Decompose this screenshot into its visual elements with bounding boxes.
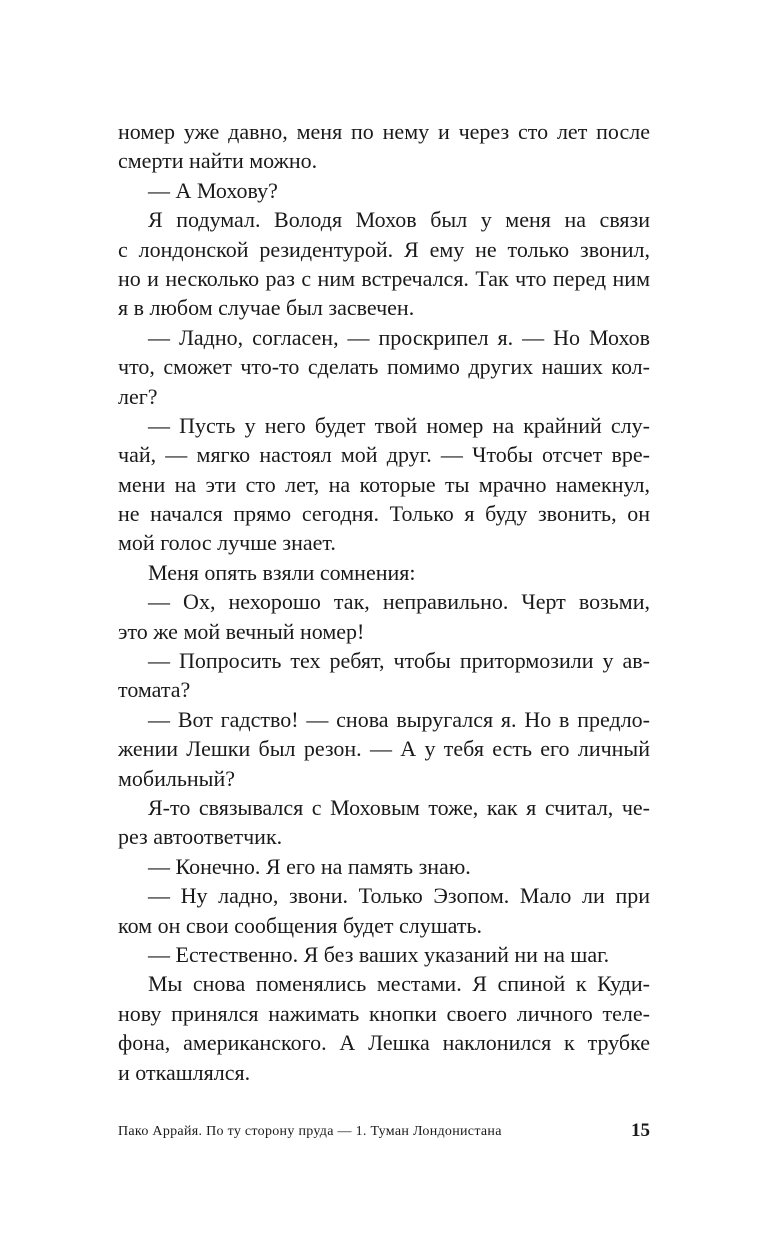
text-line: Я-то связывался с Моховым тоже, как я считал, че- xyxy=(148,794,650,820)
text-line: смерти найти можно. xyxy=(118,148,318,174)
text-line: с лондонской резидентурой. Я ему не только звонил, xyxy=(118,236,650,262)
running-title: Пако Аррайя. По ту сторону пруда — 1. Туман Лондонистана xyxy=(118,1124,502,1139)
text-line: я в любом случае был засвечен. xyxy=(118,295,415,321)
text-line: жении Лешки был резон. — А у тебя есть его личный xyxy=(118,736,650,762)
text-line: Меня опять взяли сомнения: xyxy=(148,559,416,585)
page-footer xyxy=(118,1118,650,1148)
text-line: мени на эти сто лет, на которые ты мрачно намекнул, xyxy=(118,471,650,497)
text-line: Мы снова поменялись местами. Я спиной к Куди- xyxy=(148,971,650,997)
body-text xyxy=(118,117,650,1087)
text-line: — Вот гадство! — снова выругался я. Но в предло- xyxy=(148,706,650,732)
text-line: — Ох, нехорошо так, неправильно. Черт возьми, xyxy=(148,589,650,615)
text-line: — Естественно. Я без ваших указаний ни на шаг. xyxy=(148,941,610,967)
text-line: мой голос лучше знает. xyxy=(118,530,336,556)
text-line: номер уже давно, меня по нему и через сто лет после xyxy=(118,119,650,144)
text-line: ком он свои сообщения будет слушать. xyxy=(118,912,483,938)
text-line: — А Мохову? xyxy=(148,177,278,203)
text-line: чай, — мягко настоял мой друг. — Чтобы отсчет вре- xyxy=(118,442,650,468)
text-line: фона, американского. А Лешка наклонился к трубке xyxy=(118,1030,650,1056)
page-number: 15 xyxy=(631,1120,650,1141)
text-line: — Пусть у него будет твой номер на крайний слу- xyxy=(148,412,650,438)
text-line: нову принялся нажимать кнопки своего личного теле- xyxy=(118,1000,650,1026)
text-line: — Ладно, согласен, — проскрипел я. — Но Мохов xyxy=(148,324,650,350)
text-line: рез автоответчик. xyxy=(118,824,283,850)
text-line: и откашлялся. xyxy=(118,1059,251,1085)
text-line: мобильный? xyxy=(118,765,235,791)
text-line: — Ну ладно, звони. Только Эзопом. Мало ли при xyxy=(148,883,650,909)
text-line: не начался прямо сегодня. Только я буду звонить, он xyxy=(118,501,650,527)
text-line: что, сможет что-то сделать помимо других наших кол- xyxy=(118,354,650,380)
text-line: но и несколько раз с ним встречался. Так что перед ним xyxy=(118,265,650,291)
text-line: лег? xyxy=(118,383,158,409)
text-line: — Попросить тех ребят, чтобы притормозили у ав- xyxy=(148,648,650,674)
text-line: это же мой вечный номер! xyxy=(118,618,365,644)
text-line: — Конечно. Я его на память знаю. xyxy=(148,853,471,879)
text-line: Я подумал. Володя Мохов был у меня на связи xyxy=(148,207,650,233)
text-line: томата? xyxy=(118,677,191,703)
